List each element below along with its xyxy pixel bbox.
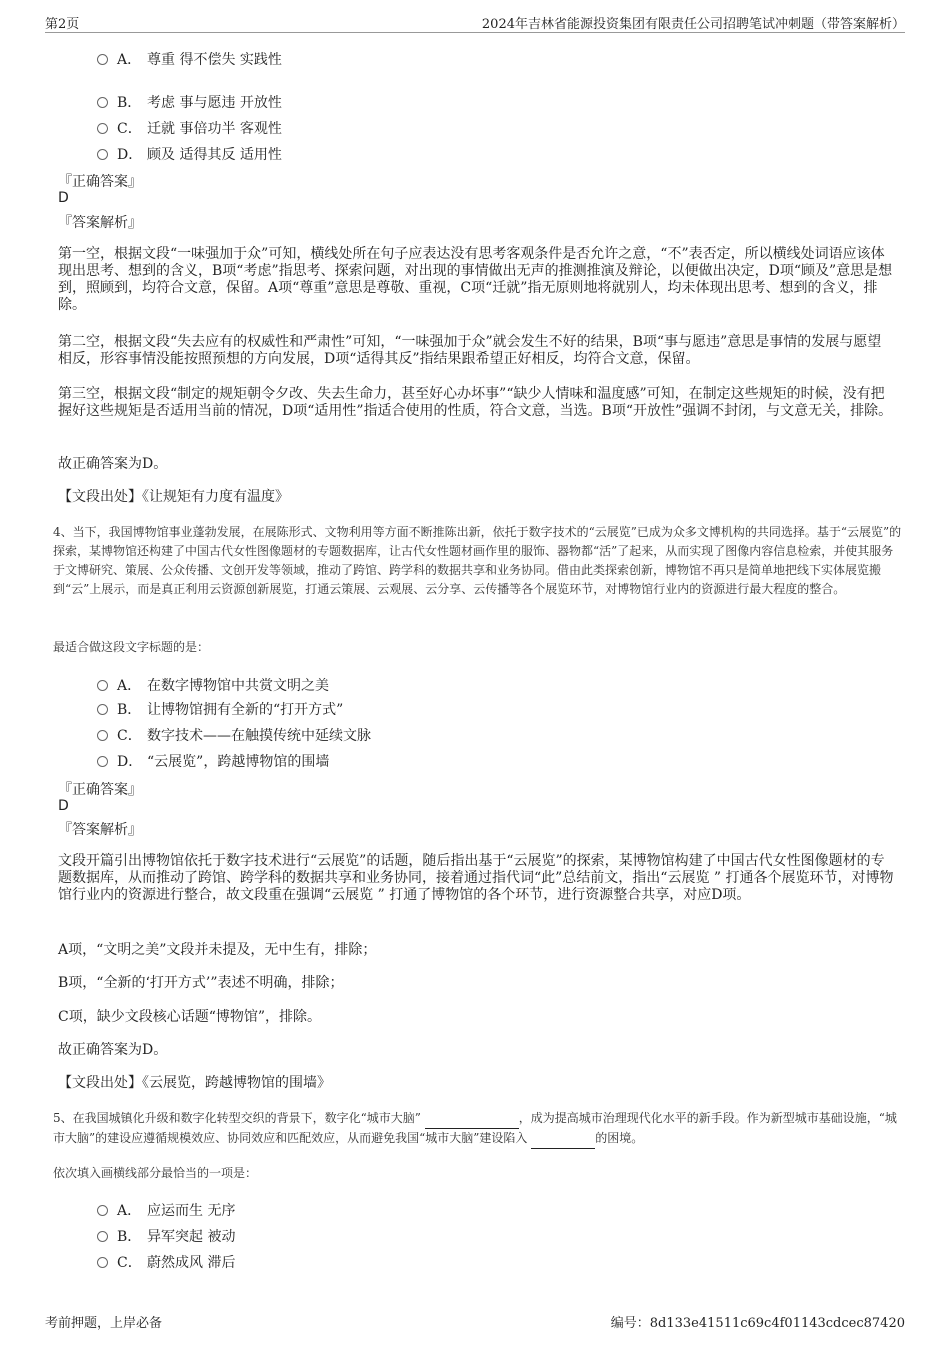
- page-number: 第2页: [45, 17, 80, 32]
- q4-option-a[interactable]: A． 在数字博物馆中共赏文明之美: [97, 675, 329, 695]
- q4-option-b[interactable]: B． 让博物馆拥有全新的“打开方式”: [97, 699, 343, 719]
- page-header: [45, 10, 905, 33]
- q4-question: 4、当下，我国博物馆事业蓬勃发展，在展陈形式、文物利用等方面不断推陈出新，依托于数字技术的“云展览”已成为众多文博机构的共同选择。基于“云展览”的探索，某博物馆还构建了中国古代女性图像题材的专题数据库，让古代女性题材画作里的服饰、器物都“活”了起来，从而实现了图像内容信息检索，并使其服务于文博研究、策展、公众传播、文创开发等领域，推动了跨馆、跨学科的数据共享和业务协同。借由此类探索创新，博物馆不再只是简单地把线下实体展览搬到“云”上展示，而是真正利用云资源创新展览，打通云策展、云观展、云分享、云传播等各个展览环节，对博物馆行业内的资源进行最大程度的整合。: [53, 525, 902, 596]
- answer-blank[interactable]: [425, 1109, 519, 1129]
- radio-icon[interactable]: [97, 149, 108, 160]
- q5-question: 5、在我国城镇化升级和数字化转型交织的背景下，数字化“城市大脑” ，成为提高城市治理现代化水平的新手段。作为新型城市基础设施，“城市大脑”的建设应遵循规模效应、协同效应和匹配效应，从而避免我国“城市大脑”建设陷入 的困境。: [53, 1109, 903, 1149]
- q4-conclusion: 故正确答案为D。: [58, 1042, 168, 1058]
- q3-option-d[interactable]: D． 顾及 适得其反 适用性: [97, 144, 282, 164]
- q4-option-c[interactable]: C． 数字技术——在触摸传统中延续文脉: [97, 725, 371, 745]
- document-id: 编号：8d133e41511c69c4f01143cdcec87420: [610, 1316, 905, 1331]
- q5-option-b[interactable]: B． 异军突起 被动: [97, 1226, 235, 1246]
- radio-icon[interactable]: [97, 123, 108, 134]
- q4-answer: D: [58, 798, 69, 814]
- q3-option-c[interactable]: C． 迁就 事倍功半 客观性: [97, 118, 282, 138]
- q4-option-d[interactable]: D． “云展览”，跨越博物馆的围墙: [97, 751, 329, 771]
- analysis-label: 『答案解析』: [58, 822, 142, 838]
- q5-prompt: 依次填入画横线部分最恰当的一项是：: [53, 1166, 258, 1180]
- answer-blank[interactable]: [531, 1129, 595, 1149]
- q3-analysis-2: 第二空，根据文段“失去应有的权威性和严肃性”可知，“一味强加于众”就会发生不好的结果，B项“事与愿违”意思是事情的发展与愿望相反，形容事情没能按照预想的方向发展，D项“适得其反”指结果跟希望正好相反，均符合文意，保留。: [58, 334, 882, 367]
- radio-icon[interactable]: [97, 1205, 108, 1216]
- radio-icon[interactable]: [97, 680, 108, 691]
- radio-icon[interactable]: [97, 756, 108, 767]
- q3-option-a[interactable]: A． 尊重 得不偿失 实践性: [97, 49, 282, 69]
- q4-prompt: 最适合做这段文字标题的是：: [53, 640, 210, 654]
- radio-icon[interactable]: [97, 1257, 108, 1268]
- correct-answer-label: 『正确答案』: [58, 174, 142, 190]
- q3-source: 【文段出处】《让规矩有力度有温度》: [58, 489, 289, 505]
- q3-analysis-3: 第三空，根据文段“制定的规矩朝令夕改、失去生命力，甚至好心办坏事”“缺少人情味和温度感”可知，在制定这些规矩的时候，没有把握好这些规矩是否适用当前的情况，D项“适用性”指适合使用的性质，符合文意，当选。B项“开放性”强调不封闭，与文意无关，排除。: [58, 386, 893, 419]
- q5-option-c[interactable]: C． 蔚然成风 滞后: [97, 1252, 235, 1272]
- q4-analysis-4: C项，缺少文段核心话题“博物馆”，排除。: [58, 1009, 322, 1025]
- q4-source: 【文段出处】《云展览，跨越博物馆的围墙》: [58, 1075, 331, 1091]
- radio-icon[interactable]: [97, 730, 108, 741]
- q3-option-b[interactable]: B． 考虑 事与愿违 开放性: [97, 92, 282, 112]
- footer-slogan: 考前押题，上岸必备: [45, 1316, 163, 1331]
- q4-analysis-1: 文段开篇引出博物馆依托于数字技术进行“云展览”的话题，随后指出基于“云展览”的探索，某博物馆构建了中国古代女性图像题材的专题数据库，从而推动了跨馆、跨学科的数据共享和业务协同，接着通过指代词“此”总结前文，指出“云展览 ” 打通各个展览环节，对博物馆行业内的资源进行整合，故文段重在强调“云展览 ” 打通了博物馆的各个环节，进行资源整合共享，对应D项。: [58, 853, 894, 903]
- q5-option-a[interactable]: A． 应运而生 无序: [97, 1200, 235, 1220]
- q3-answer: D: [58, 190, 69, 206]
- radio-icon[interactable]: [97, 54, 108, 65]
- q3-conclusion: 故正确答案为D。: [58, 456, 168, 472]
- q4-analysis-3: B项，“全新的‘打开方式’”表述不明确，排除；: [58, 975, 344, 991]
- correct-answer-label: 『正确答案』: [58, 782, 142, 798]
- radio-icon[interactable]: [97, 97, 108, 108]
- document-title: 2024年吉林省能源投资集团有限责任公司招聘笔试冲刺题（带答案解析）: [481, 17, 905, 32]
- radio-icon[interactable]: [97, 704, 108, 715]
- analysis-label: 『答案解析』: [58, 215, 142, 231]
- q3-analysis-1: 第一空，根据文段“一味强加于众”可知，横线处所在句子应表达没有思考客观条件是否允许之意，“不”表否定，所以横线处词语应该体现出思考、想到的含义，B项“考虑”指思考、探索问题，对出现的事情做出无声的推测推演及辩论，以便做出决定，D项“顾及”意思是想到，照顾到，均符合文意，保留。A项“尊重”意思是尊敬、重视，C项“迁就”指无原则地将就别人，均未体现出思考、想到的含义，排除。: [58, 246, 893, 313]
- q4-analysis-2: A项，“文明之美”文段并未提及，无中生有，排除；: [58, 942, 377, 958]
- radio-icon[interactable]: [97, 1231, 108, 1242]
